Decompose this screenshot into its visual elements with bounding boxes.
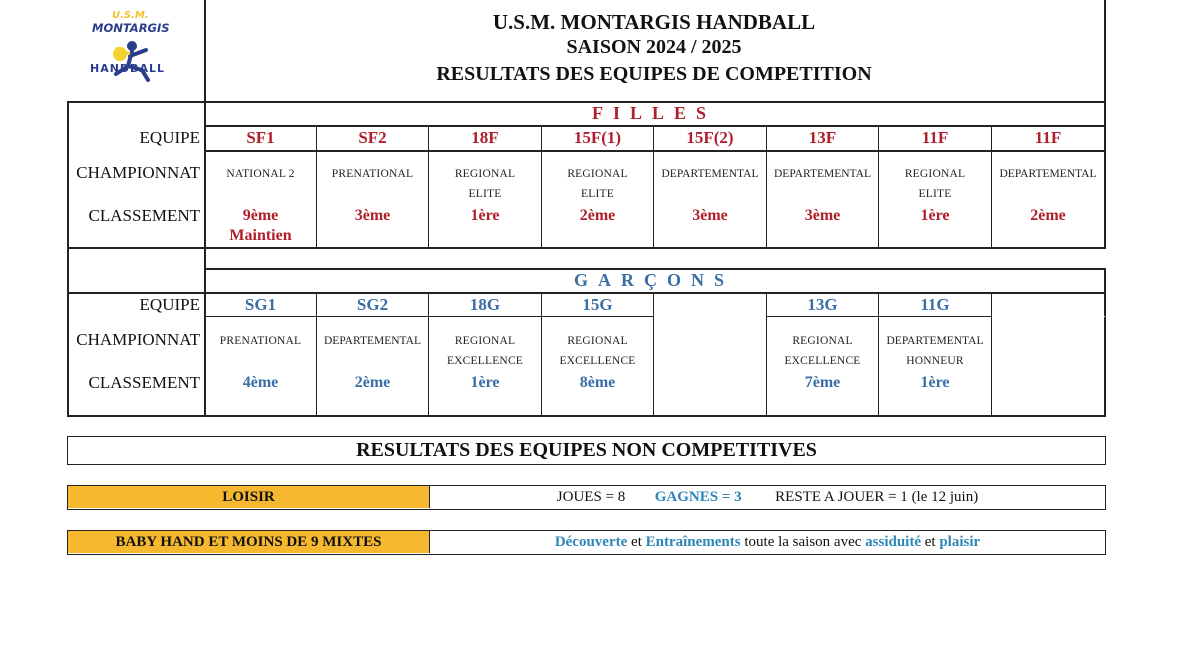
team-rank: 3ème	[804, 207, 841, 224]
team-championship: REGIONAL	[904, 168, 966, 180]
season-title: SAISON 2024 / 2025	[566, 36, 742, 58]
loisir-reste: RESTE A JOUER = 1	[775, 489, 908, 505]
team-name: 13G	[807, 295, 838, 314]
team-rank: 3ème	[692, 207, 728, 224]
text-et-1: et	[627, 534, 646, 550]
loisir-joues: JOUES = 8	[556, 489, 626, 505]
team-rank: 2ème	[579, 207, 616, 224]
team-rank: 2ème	[354, 374, 391, 391]
team-championship: PRENATIONAL	[331, 168, 414, 180]
team-championship: REGIONAL	[567, 335, 628, 347]
logo-line2: MONTARGIS	[92, 21, 170, 35]
section-garcons: GARÇONS	[573, 270, 734, 290]
loisir-gagnes: GAGNES = 3	[654, 489, 742, 505]
team-championship: REGIONAL	[454, 335, 516, 347]
section-filles: FILLES	[591, 103, 717, 123]
loisir-label: LOISIR	[68, 486, 430, 508]
team-rank: 9ème	[242, 207, 279, 224]
team-rank: 3ème	[354, 207, 391, 224]
non-competitive-title-box	[67, 436, 1106, 465]
team-name: 15F(2)	[686, 128, 734, 147]
team-rank: 1ère	[470, 207, 500, 224]
baby-hand-row	[67, 530, 1106, 555]
word-assiduite: assiduité	[865, 534, 922, 550]
team-note: Maintien	[229, 227, 292, 244]
team-name: 11G	[920, 295, 950, 314]
team-name: 15G	[582, 295, 613, 314]
label-equipe-filles: EQUIPE	[139, 128, 200, 147]
team-rank: 2ème	[1030, 207, 1066, 224]
team-championship: DEPARTEMENTAL	[661, 168, 759, 180]
team-name: 15F(1)	[573, 128, 622, 147]
team-championship-line2: EXCELLENCE	[446, 355, 524, 367]
non-competitive-title: RESULTATS DES EQUIPES NON COMPETITIVES	[356, 439, 817, 461]
label-equipe-garcons: EQUIPE	[139, 295, 200, 314]
text-saison: toute la saison avec	[740, 534, 866, 550]
baby-hand-description	[431, 531, 1104, 553]
team-rank: 1ère	[920, 207, 950, 224]
team-name: 13F	[808, 128, 837, 147]
team-name: SG2	[356, 295, 389, 314]
team-championship-line2: HONNEUR	[906, 355, 964, 367]
team-championship: DEPARTEMENTAL	[324, 335, 421, 347]
team-championship-line2: ELITE	[581, 188, 614, 200]
team-championship: REGIONAL	[792, 335, 853, 347]
team-championship-line2: ELITE	[468, 188, 502, 200]
logo-line1: U.S.M.	[112, 10, 149, 21]
word-decouverte: Découverte	[554, 534, 628, 550]
team-name: 11F	[921, 128, 949, 147]
team-championship: PRENATIONAL	[219, 335, 302, 347]
page-title: RESULTATS DES EQUIPES DE COMPETITION	[436, 63, 872, 85]
team-championship: DEPARTEMENTAL	[999, 168, 1097, 180]
team-rank: 1ère	[470, 374, 500, 391]
word-plaisir: plaisir	[939, 534, 981, 550]
team-name: 18F	[471, 128, 499, 147]
team-name: SG1	[244, 295, 277, 314]
loisir-stats	[431, 486, 1104, 508]
label-classement-garcons: CLASSEMENT	[88, 373, 200, 392]
label-championnat-filles: CHAMPIONNAT	[76, 163, 200, 182]
team-championship-line2: EXCELLENCE	[559, 355, 636, 367]
team-rank: 7ème	[804, 374, 841, 391]
team-rank: 4ème	[242, 374, 279, 391]
team-rank: 8ème	[579, 374, 616, 391]
team-championship: REGIONAL	[567, 168, 628, 180]
word-entrainements: Entraînements	[645, 534, 741, 550]
team-name: SF2	[358, 128, 387, 147]
label-championnat-garcons: CHAMPIONNAT	[76, 330, 200, 349]
label-classement-filles: CLASSEMENT	[88, 206, 200, 225]
loisir-reste-note: (le 12 juin)	[911, 489, 979, 505]
team-championship: DEPARTEMENTAL	[774, 168, 871, 180]
club-title: U.S.M. MONTARGIS HANDBALL	[492, 10, 816, 34]
team-name: 11F	[1034, 128, 1062, 147]
club-logo	[86, 8, 190, 88]
text-et-2: et	[921, 534, 940, 550]
team-name: 18G	[469, 295, 501, 314]
loisir-row	[67, 485, 1106, 510]
team-championship: NATIONAL 2	[226, 168, 295, 180]
logo-line3: HANDBALL	[90, 62, 165, 75]
team-championship: REGIONAL	[454, 168, 516, 180]
team-championship-line2: ELITE	[918, 188, 952, 200]
team-championship-line2: EXCELLENCE	[784, 355, 861, 367]
team-championship: DEPARTEMENTAL	[886, 335, 984, 347]
baby-hand-label: BABY HAND ET MOINS DE 9 MIXTES	[68, 531, 430, 553]
team-rank: 1ère	[920, 374, 950, 391]
team-name: SF1	[246, 128, 275, 147]
